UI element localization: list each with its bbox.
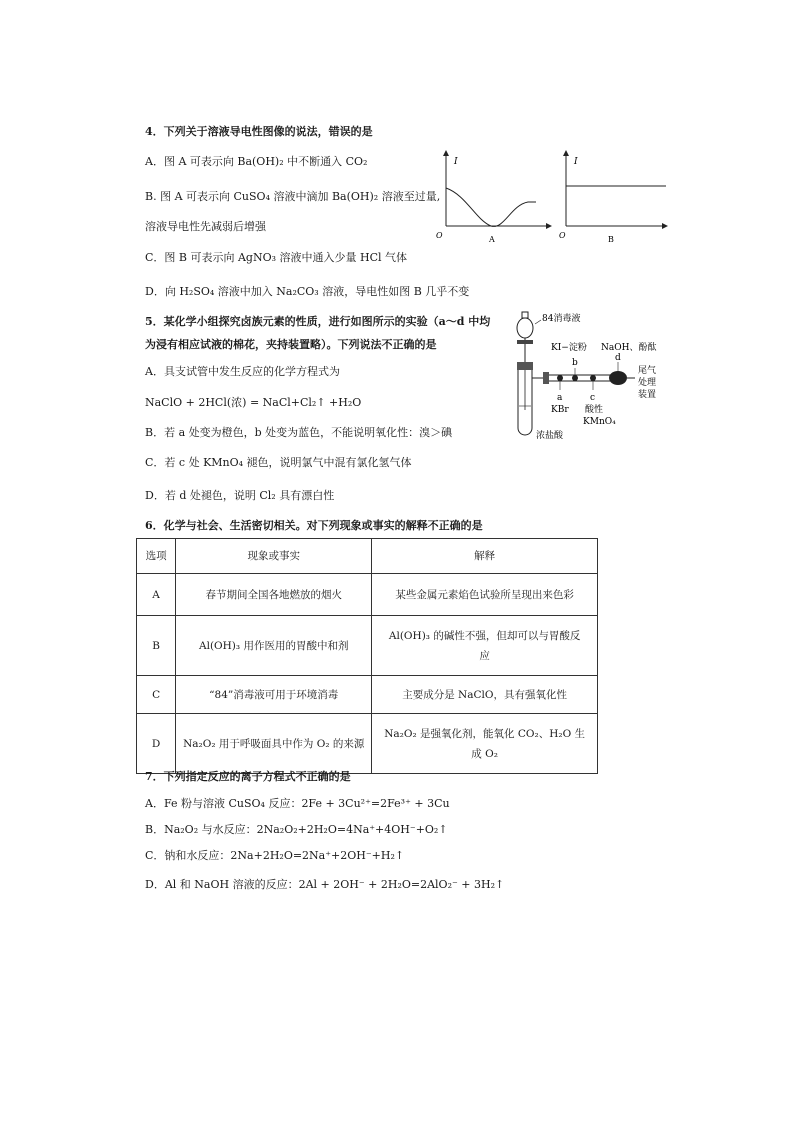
q4-stem: 4．下列关于溶液导电性图像的说法，错误的是 xyxy=(145,125,373,138)
row-d-explanation: Na₂O₂ 是强氧化剂，能氧化 CO₂、H₂O 生 成 O₂ xyxy=(372,714,598,774)
row-a-explanation: 某些金属元素焰色试验所呈现出来色彩 xyxy=(372,574,598,616)
row-c-option: C xyxy=(137,676,176,714)
label-acid-1: 酸性 xyxy=(585,405,604,415)
graph-a-y-label: I xyxy=(454,157,458,167)
row-d-option: D xyxy=(137,714,176,774)
graph-b-y-label: I xyxy=(574,157,578,167)
row-d-fact: Na₂O₂ 用于呼吸面具中作为 O₂ 的来源 xyxy=(176,714,372,774)
connector xyxy=(543,372,549,384)
label-naoh: NaOH、酚酞 xyxy=(601,343,657,353)
q6-stem: 6．化学与社会、生活密切相关。对下列现象或事实的解释不正确的是 xyxy=(145,519,483,532)
q7-option-c: C．钠和水反应：2Na+2H₂O=2Na⁺+2OH⁻+H₂↑ xyxy=(145,849,405,862)
table-row xyxy=(137,676,598,714)
label-d: d xyxy=(615,353,621,363)
row-a-option: A xyxy=(137,574,176,616)
q4-option-c: C．图 B 可表示向 AgNO₃ 溶液中通入少量 HCl 气体 xyxy=(145,251,408,264)
q4-option-a: A．图 A 可表示向 Ba(OH)₂ 中不断通入 CO₂ xyxy=(145,155,368,168)
funnel-stopper xyxy=(522,312,528,318)
q5-option-d: D．若 d 处褪色，说明 Cl₂ 具有漂白性 xyxy=(145,489,335,502)
table-header-row xyxy=(137,539,598,574)
header-fact: 现象或事实 xyxy=(176,539,372,574)
q5-stem-line2: 为浸有相应试液的棉花，夹持装置略）。下列说法不正确的是 xyxy=(145,338,437,351)
q7-option-b: B．Na₂O₂ 与水反应：2Na₂O₂+2H₂O=4Na⁺+4OH⁻+O₂↑ xyxy=(145,823,448,836)
label-kbr: KBr xyxy=(551,405,569,415)
q5-option-a-equation: NaClO + 2HCl(浓) = NaCl+Cl₂↑ +H₂O xyxy=(145,396,362,409)
row-a-fact: 春节期间全国各地燃放的烟火 xyxy=(176,574,372,616)
cotton-b xyxy=(572,375,578,381)
graph-a-x-arrow-icon xyxy=(546,223,552,229)
label-tail-2: 处理 xyxy=(638,378,657,388)
graph-a-curve xyxy=(446,188,536,226)
graph-b xyxy=(560,150,672,246)
q4-option-d: D．向 H₂SO₄ 溶液中加入 Na₂CO₃ 溶液，导电性如图 B 几乎不变 xyxy=(145,285,470,298)
header-option: 选项 xyxy=(137,539,176,574)
label-hcl: 浓盐酸 xyxy=(536,431,564,441)
graph-b-name: B xyxy=(608,235,614,244)
funnel-bulb xyxy=(517,318,533,338)
q5-option-a-line1: A．具支试管中发生反应的化学方程式为 xyxy=(145,365,340,378)
graph-b-y-arrow-icon xyxy=(563,150,569,156)
graph-a xyxy=(436,150,556,246)
cotton-d xyxy=(609,371,627,385)
row-c-explanation: 主要成分是 NaClO，具有强氧化性 xyxy=(372,676,598,714)
cotton-a xyxy=(557,375,563,381)
explanation-table xyxy=(136,538,598,774)
header-explanation: 解释 xyxy=(372,539,598,574)
row-b-fact: Al(OH)₃ 用作医用的胃酸中和剂 xyxy=(176,616,372,676)
table-row xyxy=(137,574,598,616)
q4-option-b-line1: B. 图 A 可表示向 CuSO₄ 溶液中滴加 Ba(OH)₂ 溶液至过量, xyxy=(145,190,441,203)
label-ki: KI−淀粉 xyxy=(551,343,587,353)
label-acid-2: KMnO₄ xyxy=(583,417,616,427)
graph-b-origin: O xyxy=(559,231,566,240)
table-row xyxy=(137,616,598,676)
label-tail-1: 尾气 xyxy=(638,366,657,376)
q5-stem-line1: 5．某化学小组探究卤族元素的性质，进行如图所示的实验（a～d 中均 xyxy=(145,315,491,328)
row-b-explanation: Al(OH)₃ 的碱性不强，但却可以与胃酸反 应 xyxy=(372,616,598,676)
table-row xyxy=(137,714,598,774)
funnel-stopcock xyxy=(517,340,533,344)
graph-a-y-arrow-icon xyxy=(443,150,449,156)
label-tail-3: 装置 xyxy=(638,390,657,400)
apparatus-diagram xyxy=(505,310,675,450)
q4-option-b-line2: 溶液导电性先减弱后增强 xyxy=(145,220,266,233)
graph-b-x-arrow-icon xyxy=(662,223,668,229)
q7-stem: 7．下列指定反应的离子方程式不正确的是 xyxy=(145,770,351,783)
q7-option-a: A．Fe 粉与溶液 CuSO₄ 反应：2Fe + 3Cu²⁺=2Fe³⁺ + 3Cu xyxy=(145,797,450,810)
tube-stopper xyxy=(517,362,533,370)
q5-option-c: C．若 c 处 KMnO₄ 褪色，说明氯气中混有氯化氢气体 xyxy=(145,456,412,469)
row-c-fact: “84”消毒液可用于环境消毒 xyxy=(176,676,372,714)
label-a: a xyxy=(557,393,563,403)
label-b: b xyxy=(572,358,578,368)
q5-option-b: B．若 a 处变为橙色，b 处变为蓝色，不能说明氧化性：溴＞碘 xyxy=(145,426,453,439)
label-84: 84消毒液 xyxy=(542,314,581,324)
cotton-c xyxy=(590,375,596,381)
leader-84 xyxy=(535,320,541,324)
graph-a-name: A xyxy=(489,235,495,244)
graph-a-origin: O xyxy=(436,231,443,240)
label-c: c xyxy=(590,393,596,403)
q7-option-d: D．Al 和 NaOH 溶液的反应：2Al + 2OH⁻ + 2H₂O=2AlO₂⁻ + 3H₂↑ xyxy=(145,878,505,891)
row-b-option: B xyxy=(137,616,176,676)
